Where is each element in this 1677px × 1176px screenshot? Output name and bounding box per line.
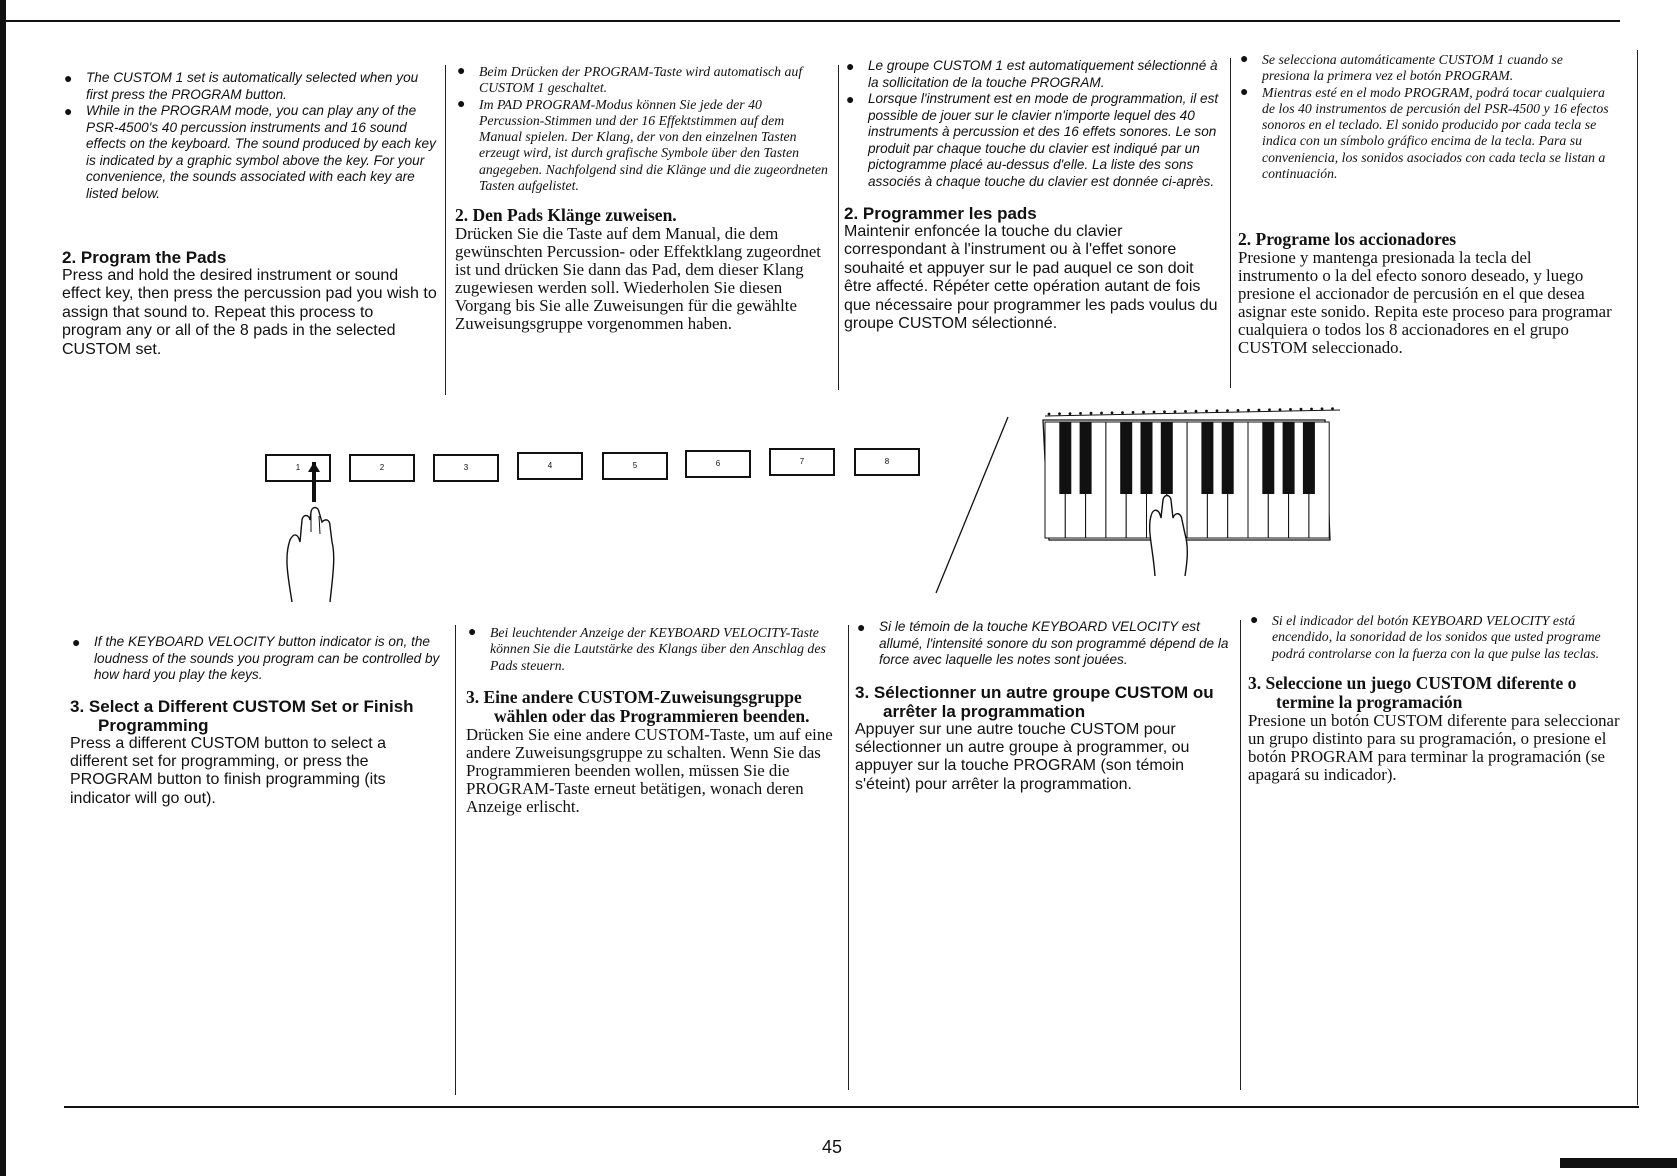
note-item: ● Im PAD PROGRAM-Modus können Sie jede der 40 Percussion-Stimmen und der 16 Effektstimmen auf dem Manual spielen. Der Klang, der von den einzelnen Tasten erzeugt wird, ist durch grafische Symbole über den Tasten angegeben. Nachfolgend sind die Klänge und die zugeordneten Tasten aufgelistet. xyxy=(457,96,828,194)
percussion-pad: 2 xyxy=(349,454,415,482)
note-item: ● Beim Drücken der PROGRAM-Taste wird automatisch auf CUSTOM 1 geschaltet. xyxy=(457,64,803,96)
step3-body: Drücken Sie eine andere CUSTOM-Taste, um auf eine andere Zuweisungsgruppe zu schalten. Wenn Sie das Programmieren beenden wollen, müssen Sie die PROGRAM-Taste erneut betätigen, wonach deren Anzeige erlischt. xyxy=(466,724,833,816)
black-key xyxy=(1161,422,1173,494)
key-symbol-mark xyxy=(1100,412,1103,415)
note-item: ● Le groupe CUSTOM 1 est automatiquement sélectionné à la sollicitation de la touche PROGRAM. xyxy=(846,58,1218,90)
step3-body: Press a different CUSTOM button to select a different set for programming, or press the PROGRAM button to finish programming (its indicator will go out). xyxy=(70,734,386,807)
key-symbol-mark xyxy=(1048,413,1051,416)
key-symbol-mark xyxy=(1237,409,1240,412)
column-divider xyxy=(838,65,839,390)
percussion-pad: 5 xyxy=(602,452,668,480)
note-item: ● The CUSTOM 1 set is automatically selected when you first press the PROGRAM button. xyxy=(64,70,419,102)
percussion-pad: 3 xyxy=(433,454,499,482)
key-symbol-mark xyxy=(1058,412,1061,415)
hand-pressing-pad-icon xyxy=(280,462,360,612)
step2-heading: 2. Program the Pads xyxy=(62,248,227,267)
note-item: ● Si el indicador del botón KEYBOARD VELOCITY está encendido, la sonoridad de los sonidos que usted programe podrá controlarse con la fuerza con la que pulse las teclas. xyxy=(1250,613,1601,661)
german-notes xyxy=(455,64,830,194)
english-notes xyxy=(62,70,437,202)
note-item: ● Mientras esté en el modo PROGRAM, podrá tocar cualquiera de los 40 instrumentos de percusión del PSR-4500 y 16 efectos sonoros en el teclado. El sonido producido por cada tecla se indica con un símbolo gráfico encima de la tecla. Para su conveniencia, los sonidos asociados con cada tecla se listan a continuación. xyxy=(1240,84,1609,182)
column-divider xyxy=(445,65,446,395)
percussion-pad: 1 xyxy=(265,454,331,482)
percussion-pad: 6 xyxy=(685,450,751,478)
key-symbol-mark xyxy=(1195,410,1198,413)
column-divider xyxy=(1240,620,1241,1090)
percussion-pad: 8 xyxy=(854,448,920,476)
english-velocity-note xyxy=(70,634,440,684)
key-symbol-mark xyxy=(1321,407,1324,410)
step2-body: Drücken Sie die Taste auf dem Manual, die dem gewünschten Percussion- oder Effektklang zugeordnet ist und drücken Sie dann das Pad, dem dieser Klang zugewiesen werden soll. Wiederholen Sie diesen Vorgang bis Sie alle Zuweisungen für die gewählte Zuweisungsgruppe vorgenommen haben. xyxy=(455,224,821,334)
step3-body: Appuyer sur une autre touche CUSTOM pour sélectionner un autre groupe à programmer, ou appuyer sur la touche PROGRAM (son témoin s'éteint) pour arrêter la programmation. xyxy=(855,720,1190,793)
step3-heading: 3. Select a Different CUSTOM Set or Finish Programming xyxy=(70,696,414,735)
key-symbol-mark xyxy=(1174,410,1177,413)
spanish-notes xyxy=(1238,52,1613,182)
step2-heading: 2. Programmer les pads xyxy=(844,204,1037,223)
right-frame-line xyxy=(1637,50,1638,1105)
spanish-velocity-note xyxy=(1248,613,1623,662)
german-bottom-column xyxy=(466,625,836,816)
column-divider xyxy=(848,625,849,1090)
key-symbol-mark xyxy=(1205,410,1208,413)
german-velocity-note xyxy=(466,625,836,674)
bottom-edge-bar xyxy=(1560,1158,1677,1168)
spanish-top-column xyxy=(1238,52,1613,357)
step2-body: Press and hold the desired instrument or sound effect key, then press the percussion pad you wish to assign that sound to. Repeat this process to program any or all of the 8 pads in the selected CUSTOM set. xyxy=(62,267,437,358)
percussion-pad: 4 xyxy=(517,452,583,480)
bottom-rule xyxy=(64,1106,1639,1108)
key-symbol-mark xyxy=(1090,412,1093,415)
step3-body: Presione un botón CUSTOM diferente para seleccionar un grupo distinto para su programación, o presione el botón PROGRAM para terminar la programación (se apagará su indicador). xyxy=(1248,710,1620,784)
key-symbol-mark xyxy=(1163,410,1166,413)
step2-body: Presione y mantenga presionada la tecla del instrumento o la del efecto sonoro deseado, y luego presione el accionador de percusión en el que desea asignar este sonido. Repita este proceso para programar cualquiera o todos los 8 accionadores en el grupo CUSTOM seleccionado. xyxy=(1238,248,1612,358)
french-notes xyxy=(844,58,1219,190)
black-key xyxy=(1303,422,1315,494)
page-number: 45 xyxy=(822,1137,843,1157)
column-divider xyxy=(455,625,456,1095)
top-rule xyxy=(0,20,1620,22)
black-key xyxy=(1059,422,1071,494)
black-key xyxy=(1283,422,1295,494)
key-symbol-mark xyxy=(1132,411,1135,414)
key-symbol-mark xyxy=(1142,411,1145,414)
step2-heading: 2. Programe los accionadores xyxy=(1238,229,1457,250)
black-key xyxy=(1201,422,1213,494)
key-symbol-mark xyxy=(1289,408,1292,411)
note-item: ● If the KEYBOARD VELOCITY button indicator is on, the loudness of the sounds you program can be controlled by how hard you play the keys. xyxy=(72,634,440,682)
key-symbol-mark xyxy=(1279,408,1282,411)
key-symbol-mark xyxy=(1226,409,1229,412)
key-symbol-mark xyxy=(1079,412,1082,415)
black-key xyxy=(1141,422,1153,494)
key-symbol-mark xyxy=(1153,411,1156,414)
black-key xyxy=(1080,422,1092,494)
step3-heading: 3. Eine andere CUSTOM-Zuweisungsgruppe wählen oder das Programmieren beenden. xyxy=(466,686,810,726)
german-top-column xyxy=(455,64,830,333)
french-top-column xyxy=(844,58,1219,333)
key-symbol-mark xyxy=(1121,411,1124,414)
note-item: ● While in the PROGRAM mode, you can play any of the PSR-4500's 40 percussion instruments and 16 sound effects on the keyboard. The sound produced by each key is indicated by a graphic symbol above the key. For your convenience, the sounds associated with each key are listed below. xyxy=(64,103,436,201)
step2-body: Maintenir enfoncée la touche du clavier correspondant à l'instrument ou à l'effet sonore souhaité et appuyer sur le pad auquel ce son doit être affecté. Répéter cette opération autant de fois que nécessaire pour programmer les pads voulus du groupe CUSTOM sélectionné. xyxy=(844,223,1218,333)
black-key xyxy=(1262,422,1274,494)
french-bottom-column xyxy=(855,619,1233,794)
key-symbol-mark xyxy=(1247,409,1250,412)
note-item: ● Se selecciona automáticamente CUSTOM 1 cuando se presiona la primera vez el botón PROGRAM. xyxy=(1240,52,1563,84)
key-symbol-mark xyxy=(1111,411,1114,414)
left-edge-bar xyxy=(0,0,6,1176)
note-item: ● Lorsque l'instrument est en mode de programmation, il est possible de jouer sur le clavier n'importe lequel des 40 instruments à percussion et des 16 effets sonores. Le son produit par chaque touche du clavier est indiqué par un pictogramme placé au-dessus d'elle. La liste des sons associés à chaque touche du clavier est donnée ci-après. xyxy=(846,91,1219,189)
key-symbol-mark xyxy=(1184,410,1187,413)
symbol-strip-line xyxy=(1045,410,1340,416)
note-item: ● Bei leuchtender Anzeige der KEYBOARD VELOCITY-Taste können Sie die Lautstärke des Klangs über den Anschlag des Pads steuern. xyxy=(468,625,826,673)
english-top-column xyxy=(62,70,437,359)
note-item: ● Si le témoin de la touche KEYBOARD VELOCITY est allumé, l'intensité sonore du son programmé dépend de la force avec laquelle les notes sont jouées. xyxy=(857,619,1229,667)
black-key xyxy=(1120,422,1132,494)
step3-heading: 3. Seleccione un juego CUSTOM diferente o termine la programación xyxy=(1248,672,1577,712)
key-symbol-mark xyxy=(1300,408,1303,411)
french-velocity-note xyxy=(855,619,1233,669)
key-symbol-mark xyxy=(1069,412,1072,415)
keyboard-illustration xyxy=(1035,408,1345,578)
step2-heading: 2. Den Pads Klänge zuweisen. xyxy=(455,205,677,226)
key-symbol-mark xyxy=(1216,409,1219,412)
step3-heading: 3. Sélectionner un autre groupe CUSTOM ou arrêter la programmation xyxy=(855,682,1214,721)
black-key xyxy=(1222,422,1234,494)
column-divider xyxy=(1230,58,1231,388)
key-symbol-mark xyxy=(1268,408,1271,411)
english-bottom-column xyxy=(70,634,440,808)
key-symbol-mark xyxy=(1258,409,1261,412)
key-symbol-mark xyxy=(1310,408,1313,411)
spanish-bottom-column xyxy=(1248,613,1623,784)
key-symbol-mark xyxy=(1331,407,1334,410)
diagonal-separator xyxy=(930,415,1010,595)
percussion-pad: 7 xyxy=(769,448,835,476)
